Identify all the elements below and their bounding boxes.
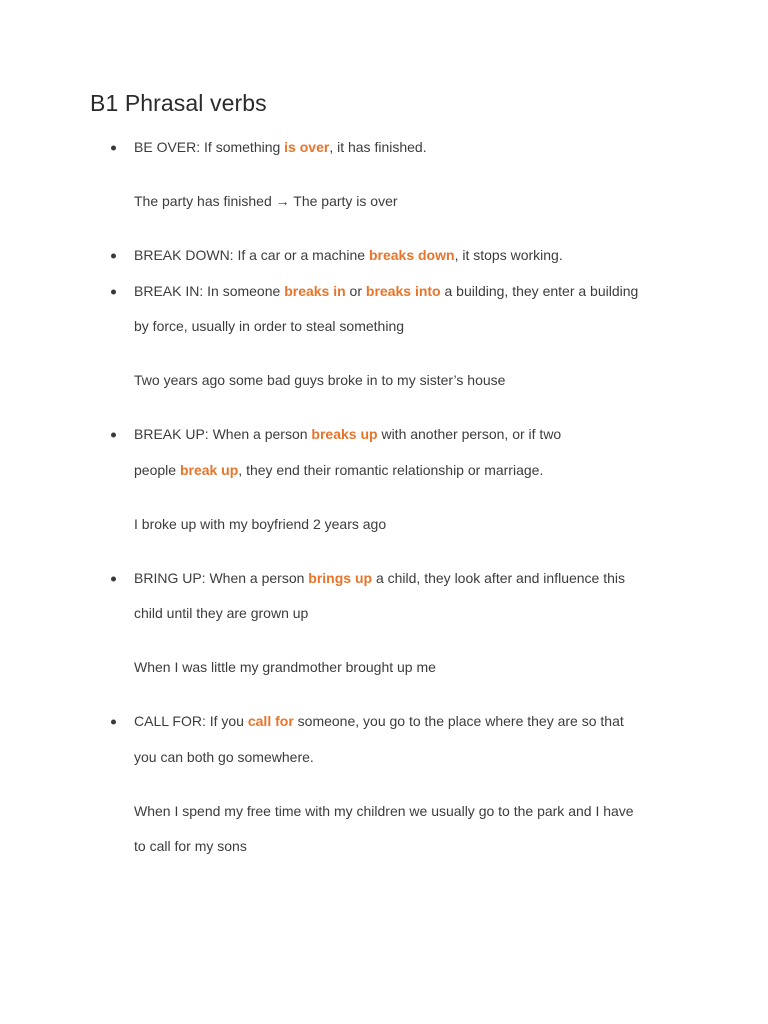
definition-line [134, 569, 625, 587]
text-segment: with another person, or if two [377, 426, 562, 442]
example-sentence [134, 658, 436, 676]
text-segment: The party has finished [134, 193, 276, 209]
example-sentence [134, 837, 247, 855]
text-segment: BREAK UP: When a person [134, 426, 312, 442]
page-title: B1 Phrasal verbs [90, 90, 267, 116]
phrasal-verb-highlight: breaks in [284, 283, 346, 299]
text-segment: Two years ago some bad guys broke in to my sister’s house [134, 372, 506, 388]
text-segment: , it stops working. [454, 247, 563, 263]
text-segment: to call for my sons [134, 838, 247, 854]
text-segment: BE OVER: If something [134, 139, 285, 155]
text-segment: BREAK DOWN: If a car or a machine [134, 247, 369, 263]
text-segment: , it has finished. [329, 139, 427, 155]
bullet-icon [111, 577, 116, 582]
definition-line [134, 712, 624, 730]
definition-line [134, 282, 638, 300]
text-segment: someone, you go to the place where they are so that [293, 713, 624, 729]
definition-line [134, 138, 427, 156]
text-segment: When I spend my free time with my children we usually go to the park and I have [134, 803, 634, 819]
text-segment: The party is over [289, 193, 398, 209]
definition-line [134, 317, 404, 335]
definition-line [134, 246, 563, 264]
example-sentence [134, 192, 398, 210]
text-segment: a child, they look after and influence this [372, 570, 626, 586]
right-arrow-icon: → [275, 193, 290, 209]
bullet-icon [111, 146, 116, 151]
text-segment: by force, usually in order to steal something [134, 318, 405, 334]
example-sentence [134, 802, 634, 820]
definition-line [134, 425, 561, 443]
definition-line [134, 748, 314, 766]
bullet-icon [111, 720, 116, 725]
phrasal-verb-highlight: breaks up [311, 426, 378, 442]
text-segment: or [345, 283, 366, 299]
text-segment: CALL FOR: If you [134, 713, 248, 729]
phrasal-verb-highlight: break up [179, 462, 239, 478]
text-segment: people [134, 462, 180, 478]
text-segment: BREAK IN: In someone [134, 283, 285, 299]
text-segment: BRING UP: When a person [134, 570, 309, 586]
text-segment: you can both go somewhere. [134, 749, 314, 765]
phrasal-verb-highlight: call for [247, 713, 294, 729]
phrasal-verb-highlight: is over [284, 139, 330, 155]
definition-line [134, 461, 543, 479]
bullet-icon [111, 433, 116, 438]
text-segment: child until they are grown up [134, 605, 309, 621]
text-segment: a building, they enter a building [440, 283, 639, 299]
phrasal-verb-highlight: brings up [308, 570, 373, 586]
bullet-icon [111, 290, 116, 295]
phrasal-verb-highlight: breaks into [365, 283, 441, 299]
text-segment: I broke up with my boyfriend 2 years ago [134, 516, 387, 532]
text-segment: When I was little my grandmother brought up me [134, 659, 436, 675]
example-sentence [134, 515, 386, 533]
example-sentence [134, 371, 505, 389]
text-segment: , they end their romantic relationship or marriage. [238, 462, 544, 478]
phrasal-verb-highlight: breaks down [368, 247, 455, 263]
bullet-icon [111, 254, 116, 259]
definition-line [134, 604, 308, 622]
